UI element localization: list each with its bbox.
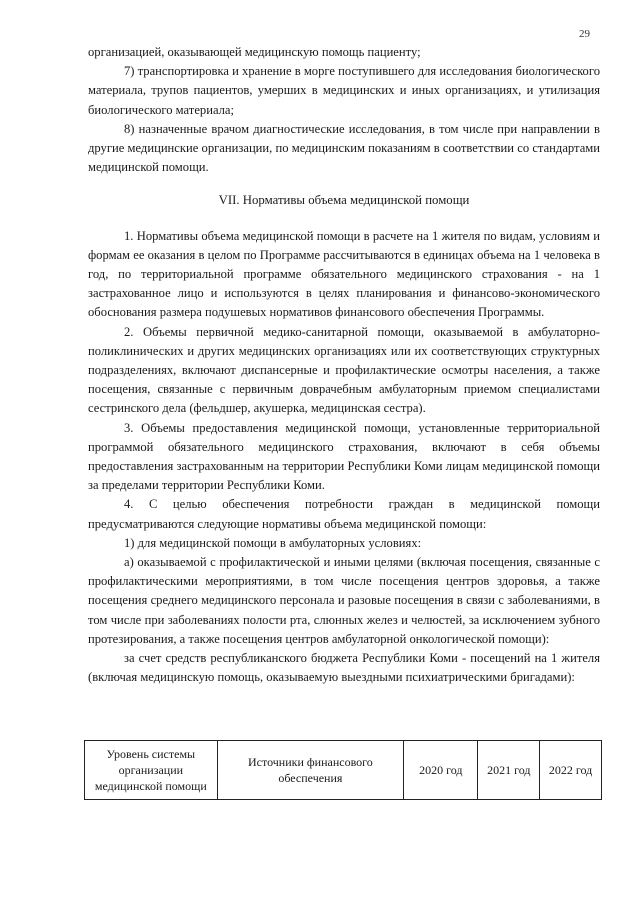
paragraph: 3. Объемы предоставления медицинской помощи, установленные территориальной программой обязательного медицинского страхования, включают в себя объемы предоставления застрахованным на территории Республики Коми лицам медицинской помощи за пределами территории Республики Коми.: [88, 420, 600, 493]
paragraph: а) оказываемой с профилактической и иными целями (включая посещения, связанные с профилактическими мероприятиями, в том числе посещения центров здоровья, а также посещения среднего медицинского персонала и разовые посещения в связи с заболеваниями, в том числе при заболеваниях полости рта, слюнных желез и челюстей, за исключением зубного протезирования, а также посещения центров амбулаторной онкологической помощи):: [88, 555, 600, 646]
paragraph: 7) транспортировка и хранение в морге поступившего для исследования биологического материала, трупов пациентов, умерших в медицинских и иных организациях, и утилизация биологического материала;: [88, 64, 600, 117]
table-header-cell: Уровень системы организации медицинской помощи: [85, 741, 218, 800]
norms-table: [84, 740, 602, 800]
paragraph: 2. Объемы первичной медико-санитарной помощи, оказываемой в амбулаторно-поликлинических и других медицинских организациях или их соответствующих структурных подразделениях, включают диспансерные и профилактические осмотры населения, а также посещения, связанные с первичным доврачебным амбулаторным приемом специалистами сестринского дела (фельдшер, акушерка, медицинская сестра).: [88, 324, 600, 416]
table-header-cell: 2021 год: [478, 741, 540, 800]
document-body: [88, 43, 600, 688]
paragraph: 4. С целью обеспечения потребности граждан в медицинской помощи предусматриваются следующие нормативы объема медицинской помощи:: [88, 497, 600, 531]
paragraph: организацией, оказывающей медицинскую помощь пациенту;: [88, 45, 421, 59]
table-header-row: [85, 741, 602, 800]
section-title: VII. Нормативы объема медицинской помощи: [218, 193, 470, 208]
paragraph: 1) для медицинской помощи в амбулаторных условиях:: [124, 535, 422, 550]
page-number: 29: [579, 28, 590, 40]
paragraph: 1. Нормативы объема медицинской помощи в расчете на 1 жителя по видам, условиям и формам ее оказания в целом по Программе рассчитываются в единицах объема на 1 человека в год, по территориальной программе обязательного медицинского страхования - на 1 застрахованное лицо и используются в целях планирования и финансово-экономического обоснования размера подушевых нормативов финансового обеспечения Программы.: [88, 228, 600, 320]
table-header-cell: 2020 год: [404, 741, 478, 800]
table-header-cell: 2022 год: [540, 741, 602, 800]
paragraph: за счет средств республиканского бюджета Республики Коми - посещений на 1 жителя (включая медицинскую помощь, оказываемую выездными психиатрическими бригадами):: [88, 651, 600, 685]
paragraph: 8) назначенные врачом диагностические исследования, в том числе при направлении в другие медицинские организации, по медицинским показаниям в соответствии со стандартами медицинской помощи.: [88, 121, 600, 175]
table-header-cell: Источники финансового обеспечения: [217, 741, 403, 800]
